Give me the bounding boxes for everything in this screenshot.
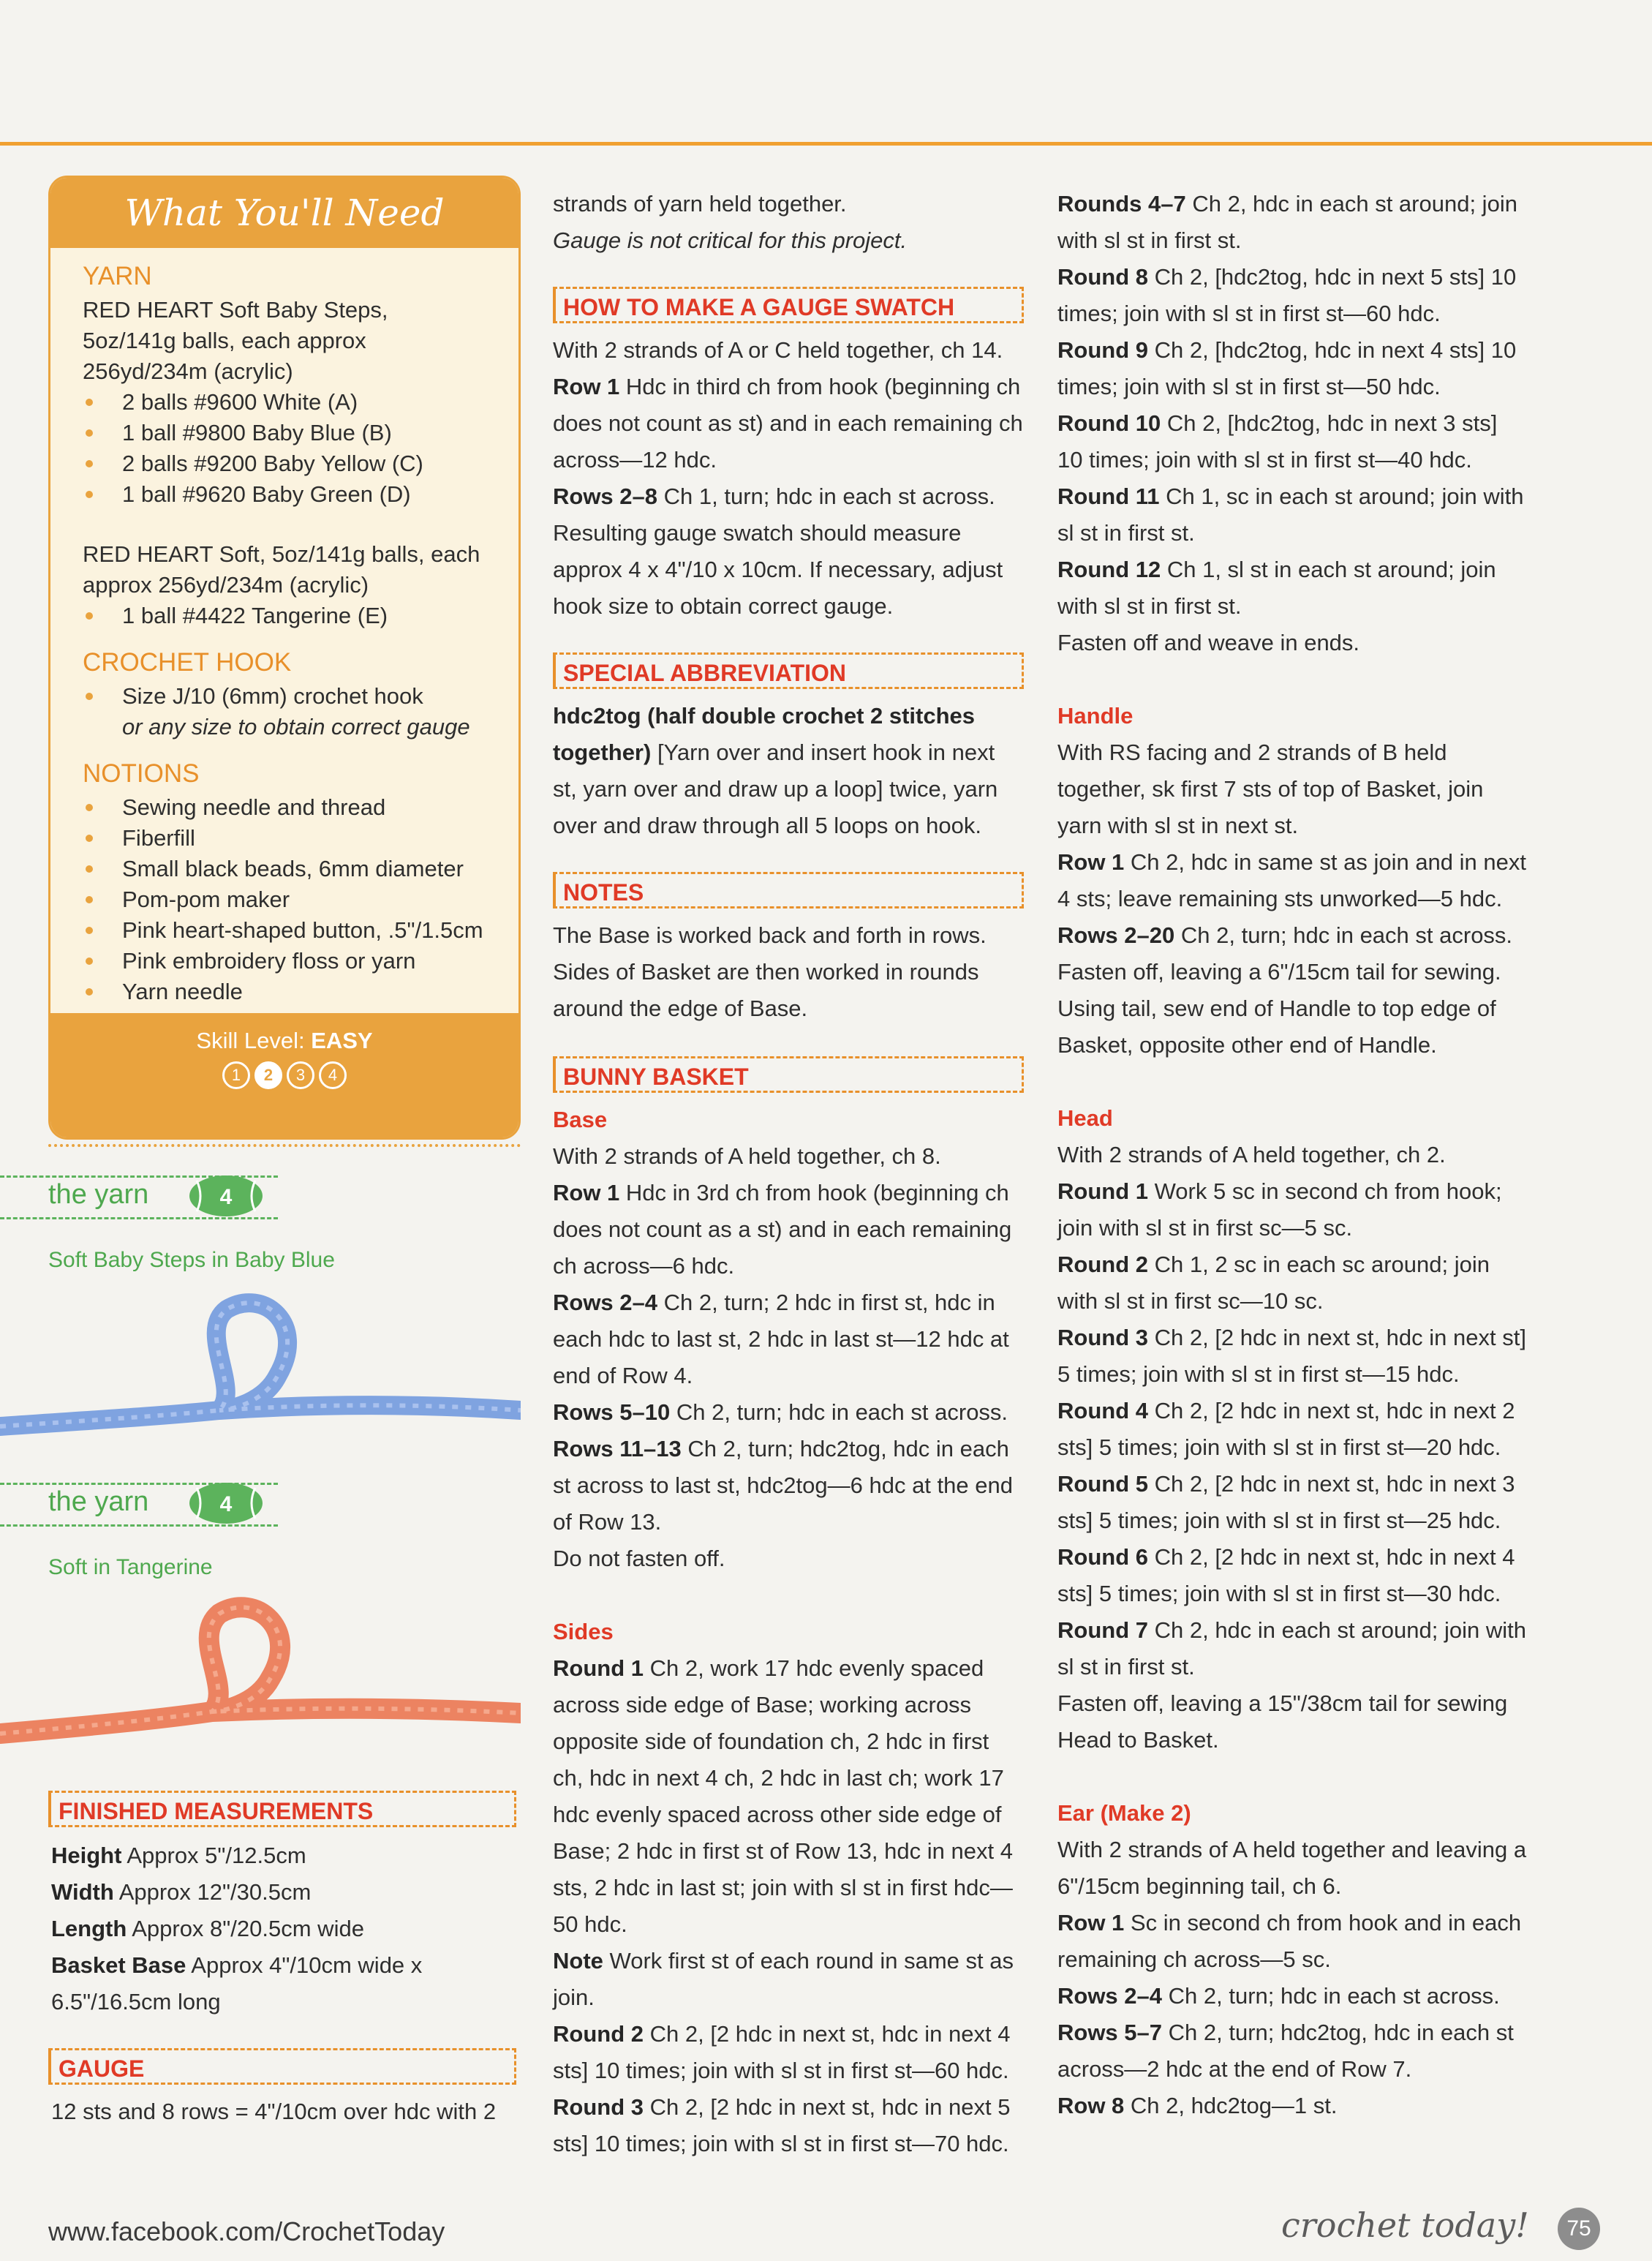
top-rule: [0, 142, 1652, 146]
skill-dot: 4: [319, 1061, 347, 1089]
round-text: Ch 2, hdc in each st around; join with sl st in first st.: [1057, 1617, 1526, 1679]
row-text: Ch 2, turn; hdc in each st across.: [670, 1399, 1008, 1425]
notes-heading: NOTES: [553, 872, 1024, 908]
round-text: Ch 2, [2 hdc in next st, hdc in next st] 5 times; join with sl st in first st—15 hdc.: [1057, 1325, 1526, 1387]
round-text: Ch 2, [2 hdc in next st, hdc in next 5 sts] 10 times; join with sl st in first st—70 hdc.: [553, 2094, 1011, 2156]
notes-text: The Base is worked back and forth in rows. Sides of Basket are then worked in rounds around the edge of Base.: [553, 922, 987, 1021]
round-label: Round 4: [1057, 1398, 1148, 1423]
row-label: Rows 2–20: [1057, 922, 1175, 948]
round-label: Round 7: [1057, 1617, 1148, 1643]
ear-heading: Ear (Make 2): [1057, 1800, 1191, 1826]
tangerine-yarn-image: [0, 1587, 521, 1756]
round-text: Ch 2, [2 hdc in next st, hdc in next 2 sts] 5 times; join with sl st in first st—20 hdc.: [1057, 1398, 1515, 1460]
base-end: Do not fasten off.: [553, 1546, 725, 1571]
list-item: 2 balls #9600 White (A): [83, 387, 486, 418]
gauge-text: [51, 2093, 519, 2130]
finished-heading: FINISHED MEASUREMENTS: [48, 1791, 516, 1827]
list-item: [83, 681, 486, 742]
swatch-result: Resulting gauge swatch should measure approx 4 x 4"/10 x 10cm. If necessary, adjust hook size to obtain correct gauge.: [553, 520, 1003, 619]
need-title: What You'll Need: [50, 178, 518, 248]
base-label: Basket Base: [51, 1952, 186, 1978]
gauge-cont: strands of yarn held together.: [553, 191, 847, 217]
row-text: Ch 2, turn; hdc in each st across.: [1162, 1983, 1500, 2009]
row-label: Row 8: [1057, 2093, 1125, 2118]
skill-dots: [50, 1061, 518, 1089]
row-label: Rows 2–4: [1057, 1983, 1163, 2009]
abbrev-heading: SPECIAL ABBREVIATION: [553, 652, 1024, 689]
round-label: Rounds 4–7: [1057, 191, 1186, 217]
row-text: Ch 2, turn; hdc2tog, hdc in each st across to last st, hdc2tog—6 hdc at the end of Row 13.: [553, 1436, 1013, 1535]
page-number: 75: [1558, 2208, 1600, 2250]
row-label: Rows 5–10: [553, 1399, 671, 1425]
round-text: Work 5 sc in second ch from hook; join with sl st in first sc—5 sc.: [1057, 1178, 1502, 1241]
round-label: Round 6: [1057, 1544, 1148, 1570]
row-text: Hdc in third ch from hook (beginning ch does not count as st) and in each remaining ch across—12 hdc.: [553, 374, 1023, 473]
blue-yarn-image: [0, 1280, 521, 1456]
swatch-heading: HOW TO MAKE A GAUGE SWATCH: [553, 287, 1024, 323]
basket-heading: BUNNY BASKET: [553, 1056, 1024, 1093]
row-label: Rows 2–8: [553, 484, 658, 509]
sides-heading: Sides: [553, 1619, 614, 1644]
round-text: Ch 1, sc in each st around; join with sl st in first st.: [1057, 484, 1524, 546]
round-text: Ch 2, [2 hdc in next st, hdc in next 3 sts] 5 times; join with sl st in first st—25 hdc.: [1057, 1471, 1515, 1533]
base-value: Approx 4"/10cm wide x 6.5"/16.5cm long: [51, 1952, 423, 2014]
list-item: Fiberfill: [83, 823, 486, 854]
round-label: Round 5: [1057, 1471, 1148, 1497]
round-label: Round 2: [553, 2021, 644, 2047]
row-text: Ch 2, hdc in same st as join and in next 4 sts; leave remaining sts unworked—5 hdc.: [1057, 849, 1526, 911]
round-label: Round 10: [1057, 410, 1161, 436]
round-label: Round 1: [553, 1655, 644, 1681]
round-label: Round 3: [1057, 1325, 1148, 1350]
row-label: Row 1: [1057, 849, 1125, 875]
swatch-section: [553, 332, 1024, 625]
gauge-line: 12 sts and 8 rows = 4"/10cm over hdc with 2: [51, 2099, 497, 2124]
skill-dot: 3: [287, 1061, 314, 1089]
fasten-off: Fasten off and weave in ends.: [1057, 630, 1360, 655]
swatch-intro: With 2 strands of A or C held together, ch 14.: [553, 337, 1003, 363]
handle-heading: Handle: [1057, 703, 1134, 729]
skill-label: Skill Level:: [196, 1028, 312, 1053]
yarn-label: the yarn: [48, 1486, 149, 1517]
round-text: Ch 2, [hdc2tog, hdc in next 4 sts] 10 times; join with sl st in first st—50 hdc.: [1057, 337, 1517, 399]
length-label: Length: [51, 1916, 127, 1941]
hook-note: or any size to obtain correct gauge: [122, 714, 470, 740]
box-fringe: [48, 1119, 521, 1147]
row-text: Ch 2, turn; hdc in each st across.: [1174, 922, 1513, 948]
skill-dot: 1: [222, 1061, 250, 1089]
brand-logo: crochet today!: [1281, 2205, 1529, 2245]
round-label: Round 3: [553, 2094, 644, 2120]
round-label: Round 12: [1057, 557, 1161, 582]
row-text: Ch 2, hdc2tog—1 st.: [1124, 2093, 1338, 2118]
notes-section: [553, 917, 1024, 1027]
handle-intro: With RS facing and 2 strands of B held together, sk first 7 sts of top of Basket, join yarn with sl st in next st.: [1057, 740, 1484, 838]
hook-list: [83, 681, 486, 742]
row-text: Ch 2, turn; hdc2tog, hdc in each st across—2 hdc at the end of Row 7.: [1057, 2020, 1514, 2082]
base-intro: With 2 strands of A held together, ch 8.: [553, 1143, 941, 1169]
round-text: Ch 2, [2 hdc in next st, hdc in next 4 sts] 5 times; join with sl st in first st—30 hdc.: [1057, 1544, 1515, 1606]
list-item: Sewing needle and thread: [83, 792, 486, 823]
head-end: Fasten off, leaving a 15"/38cm tail for sewing Head to Basket.: [1057, 1690, 1508, 1753]
yarn2-intro: RED HEART Soft, 5oz/141g balls, each approx 256yd/234m (acrylic): [83, 541, 480, 598]
row-text: Ch 2, turn; 2 hdc in first st, hdc in each hdc to last st, 2 hdc in last st—12 hdc at end of Row 4.: [553, 1290, 1009, 1388]
round-text: Ch 1, sl st in each st around; join with sl st in first st.: [1057, 557, 1496, 619]
abbrev-term: hdc2tog (half double crochet 2 stitches together): [553, 703, 976, 765]
row-label: Rows 11–13: [553, 1436, 682, 1461]
list-item: Pom-pom maker: [83, 884, 486, 915]
round-label: Round 2: [1057, 1252, 1148, 1277]
yarn-heading: YARN: [83, 262, 152, 290]
row-text: Hdc in 3rd ch from hook (beginning ch does not count as a st) and in each remaining ch across—6 hdc.: [553, 1180, 1012, 1279]
width-value: Approx 12"/30.5cm: [113, 1879, 312, 1905]
note-text: Work first st of each round in same st as join.: [553, 1948, 1014, 2010]
round-label: Round 9: [1057, 337, 1148, 363]
round-text: Ch 2, [2 hdc in next st, hdc in next 4 sts] 10 times; join with sl st in first st—60 hdc.: [553, 2021, 1011, 2083]
abbrev-section: [553, 698, 1024, 844]
notions-list: [83, 792, 486, 1007]
round-text: Ch 2, hdc in each st around; join with sl st in first st.: [1057, 191, 1517, 253]
yarn-weight: 4: [219, 1492, 233, 1516]
row-label: Row 1: [553, 1180, 620, 1205]
skill-value: EASY: [311, 1028, 373, 1053]
yarn-caption: Soft in Tangerine: [48, 1555, 213, 1579]
gauge-continued: [553, 186, 1021, 259]
round-text: Ch 2, work 17 hdc evenly spaced across side edge of Base; working across opposite side of foundation ch, 2 hdc in first ch, hdc in next 4 ch, 2 hdc in last ch; work 17 hdc evenly spaced across other side edge of Base; 2 hdc in first st of Row 13, hdc in next 4 sts, 2 hdc in last st; join with sl st in first hdc—50 hdc.: [553, 1655, 1013, 1937]
what-youll-need-box: [48, 176, 521, 1140]
list-item: Yarn needle: [83, 977, 486, 1007]
list-item: 1 ball #4422 Tangerine (E): [83, 601, 486, 631]
gauge-heading: GAUGE: [48, 2048, 516, 2085]
base-heading: Base: [553, 1107, 608, 1132]
yarn-weight-icon: [186, 1173, 266, 1219]
basket-section: [553, 1102, 1024, 2162]
ear-intro: With 2 strands of A held together and leaving a 6"/15cm beginning tail, ch 6.: [1057, 1837, 1527, 1899]
column-3: [1057, 186, 1528, 2124]
head-heading: Head: [1057, 1105, 1113, 1131]
list-item: Small black beads, 6mm diameter: [83, 854, 486, 884]
yarn-label: the yarn: [48, 1179, 149, 1210]
head-intro: With 2 strands of A held together, ch 2.: [1057, 1142, 1446, 1167]
yarn1-list: [83, 387, 486, 510]
row-label: Rows 5–7: [1057, 2020, 1163, 2045]
finished-section: [51, 1837, 519, 2020]
list-item: 2 balls #9200 Baby Yellow (C): [83, 448, 486, 479]
yarn-caption: Soft Baby Steps in Baby Blue: [48, 1248, 335, 1272]
round-text: Ch 2, [hdc2tog, hdc in next 3 sts] 10 times; join with sl st in first st—40 hdc.: [1057, 410, 1498, 473]
height-value: Approx 5"/12.5cm: [121, 1843, 306, 1868]
round-text: Ch 1, 2 sc in each sc around; join with sl st in first sc—10 sc.: [1057, 1252, 1490, 1314]
skill-dot-active: 2: [254, 1061, 282, 1089]
yarn1-intro: RED HEART Soft Baby Steps, 5oz/141g balls, each approx 256yd/234m (acrylic): [83, 297, 388, 384]
note-label: Note: [553, 1948, 603, 1974]
yarn-weight-icon: [186, 1481, 266, 1526]
round-label: Round 11: [1057, 484, 1160, 509]
width-label: Width: [51, 1879, 114, 1905]
row-text: Ch 1, turn; hdc in each st across.: [657, 484, 995, 509]
yarn2-list: [83, 601, 486, 631]
row-text: Sc in second ch from hook and in each remaining ch across—5 sc.: [1057, 1910, 1522, 1972]
list-item: 1 ball #9800 Baby Blue (B): [83, 418, 486, 448]
notions-heading: NOTIONS: [83, 759, 200, 788]
height-label: Height: [51, 1843, 122, 1868]
list-item: Pink embroidery floss or yarn: [83, 946, 486, 977]
abbrev-def: [Yarn over and insert hook in next st, yarn over and draw up a loop] twice, yarn over and draw through all 5 loops on hook.: [553, 740, 998, 838]
yarn-weight: 4: [219, 1185, 233, 1209]
list-item: Pink heart-shaped button, .5"/1.5cm: [83, 915, 486, 946]
hook-heading: CROCHET HOOK: [83, 648, 292, 677]
round-text: Ch 2, [hdc2tog, hdc in next 5 sts] 10 times; join with sl st in first st—60 hdc.: [1057, 264, 1517, 326]
row-label: Row 1: [553, 374, 620, 399]
row-label: Row 1: [1057, 1910, 1125, 1935]
round-label: Round 1: [1057, 1178, 1148, 1204]
row-label: Rows 2–4: [553, 1290, 658, 1315]
facebook-url[interactable]: www.facebook.com/CrochetToday: [48, 2216, 445, 2246]
hook-item: Size J/10 (6mm) crochet hook: [122, 683, 423, 709]
length-value: Approx 8"/20.5cm wide: [127, 1916, 364, 1941]
round-label: Round 8: [1057, 264, 1148, 290]
gauge-note: Gauge is not critical for this project.: [553, 227, 908, 253]
list-item: 1 ball #9620 Baby Green (D): [83, 479, 486, 510]
handle-end: Fasten off, leaving a 6"/15cm tail for sewing. Using tail, sew end of Handle to top edge of Basket, opposite other end of Handle.: [1057, 959, 1501, 1058]
